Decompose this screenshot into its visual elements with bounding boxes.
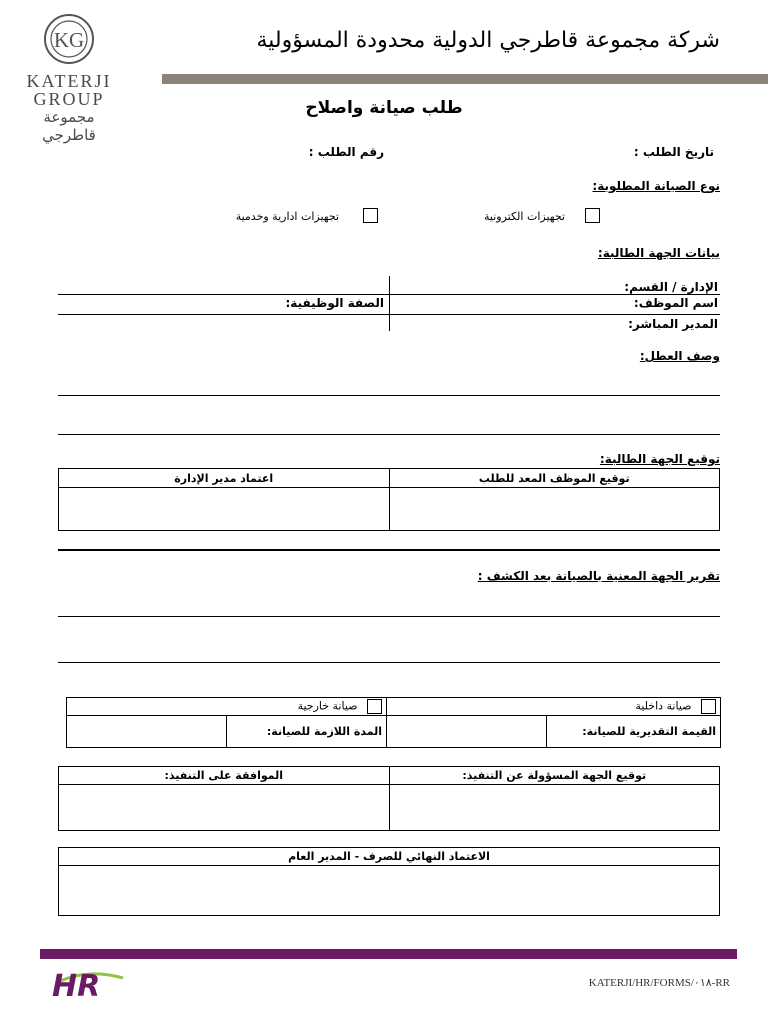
fault-description-heading: وصف العطل: (639, 349, 720, 363)
maintenance-type-heading: نوع الصيانة المطلوبة: (592, 179, 720, 193)
executor-signature-header: توقيع الجهة المسؤولة عن التنفيذ: (389, 767, 720, 785)
logo-arabic2: قاطرجي (42, 126, 96, 144)
execution-table (58, 766, 720, 831)
logo-monogram-text: KG (53, 28, 85, 52)
internal-maintenance-label: صيانة داخلية (635, 699, 692, 713)
footer-bar (40, 949, 737, 959)
admin-option-label: تجهيزات ادارية وخدمية (235, 210, 339, 223)
requester-line-2 (58, 314, 720, 315)
form-title: طلب صيانة واصلاح (305, 98, 463, 118)
requester-line-1 (58, 294, 720, 295)
electronic-option-label: تجهيزات الكترونية (484, 210, 565, 223)
request-date-label: تاريخ الطلب : (633, 145, 714, 159)
maintenance-report-heading: تقرير الجهة المعنية بالصيانة بعد الكشف : (477, 569, 720, 583)
external-maintenance-label: صيانة خارجية (297, 699, 358, 713)
department-label: الإدارة / القسم: (624, 280, 718, 294)
estimated-value-label: القيمة التقديرية للصيانة: (547, 716, 721, 748)
employee-signature-header: توقيع الموظف المعد للطلب (389, 469, 720, 488)
report-line-1[interactable] (58, 616, 720, 617)
manager-approval-cell[interactable] (59, 488, 390, 531)
signature-table (58, 468, 720, 531)
estimated-value-cell[interactable] (387, 716, 547, 748)
direct-manager-label: المدير المباشر: (628, 317, 718, 331)
kg-monogram-icon (39, 10, 99, 68)
final-approval-cell[interactable] (59, 866, 720, 916)
employee-signature-cell[interactable] (389, 488, 720, 531)
hr-logo-text: HR (52, 969, 101, 1000)
manager-approval-header: اعتماد مدير الإدارة (59, 469, 390, 488)
execution-approval-cell[interactable] (59, 785, 390, 831)
internal-checkbox[interactable] (701, 699, 716, 714)
admin-checkbox[interactable] (363, 208, 378, 223)
hr-logo (48, 960, 128, 1000)
executor-signature-cell[interactable] (389, 785, 720, 831)
requester-divider (389, 276, 390, 331)
execution-approval-header: الموافقة على التنفيذ: (59, 767, 390, 785)
requester-signature-heading: توقيع الجهة الطالبة: (599, 452, 720, 466)
employee-name-label: اسم الموظف: (633, 296, 718, 310)
requester-heading: بيانات الجهة الطالبة: (597, 246, 720, 260)
request-number-label: رقم الطلب : (308, 145, 384, 159)
fault-line-2[interactable] (58, 434, 720, 435)
electronic-checkbox[interactable] (585, 208, 600, 223)
external-maintenance-cell[interactable] (67, 698, 387, 716)
header-bar (162, 74, 768, 84)
internal-maintenance-cell[interactable] (387, 698, 721, 716)
duration-label: المدة اللازمة للصيانة: (227, 716, 387, 748)
job-title-label: الصفة الوظيفية: (285, 296, 384, 310)
form-code: KATERJI/HR/FORMS/٠١٨-RR (588, 977, 730, 989)
duration-value-cell[interactable] (67, 716, 227, 748)
logo-line2: GROUP (33, 89, 105, 109)
final-approval-header: الاعتماد النهائي للصرف - المدير العام (59, 848, 720, 866)
katerji-group-logo (14, 10, 124, 150)
logo-arabic1: مجموعة (43, 108, 95, 126)
external-checkbox[interactable] (367, 699, 382, 714)
fault-line-1[interactable] (58, 395, 720, 396)
logo-line1: KATERJI (26, 71, 112, 91)
company-name: شركة مجموعة قاطرجي الدولية محدودة المسؤولية (256, 28, 720, 53)
maintenance-type-table (66, 697, 721, 748)
final-approval-table (58, 847, 720, 916)
hr-logo-icon (48, 960, 128, 1000)
report-line-2[interactable] (58, 662, 720, 663)
section-divider (58, 549, 720, 551)
